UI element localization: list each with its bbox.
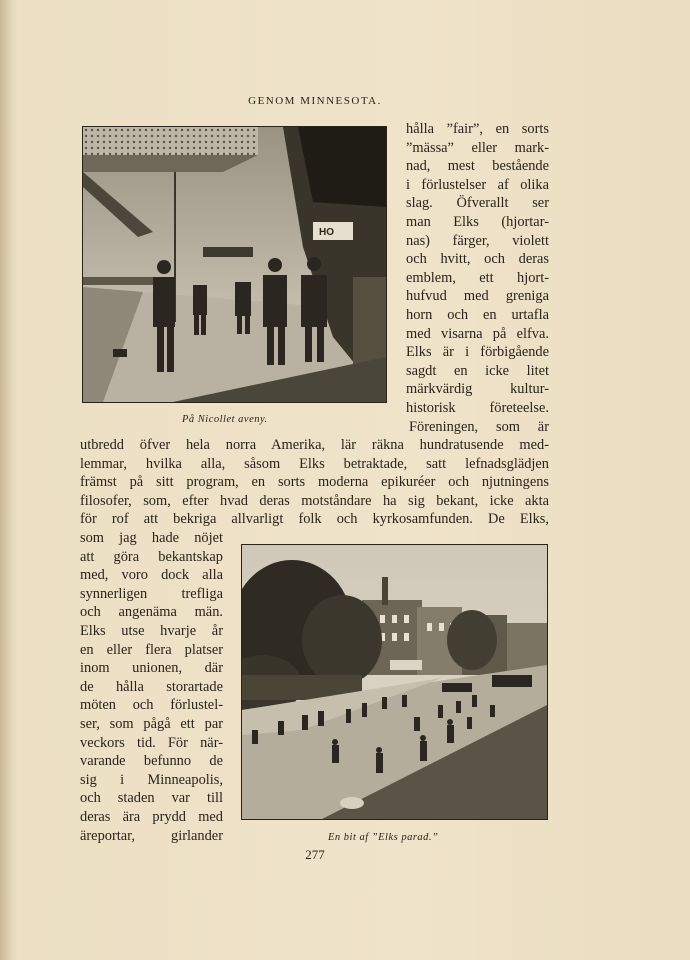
text-line: veckors tid. För när- (80, 734, 223, 751)
text-line: som jag hade nöjet (80, 530, 223, 546)
text-line: man Elks (hjortar- (406, 213, 549, 230)
text-line: och hvitt, och deras (406, 251, 549, 268)
text-line: filosofer, som, efter hvad deras motståndare ha sig bekant, icke akta (80, 492, 549, 509)
text-line: sagdt en icke litet (406, 362, 549, 379)
text-line: utbredd öfver hela norra Amerika, lär räkna hundratusende med- (80, 437, 549, 453)
text-line: en eller flera platser (80, 641, 223, 658)
text-line: möten och förlustel- (80, 697, 223, 714)
photo-nicollet-avenue (82, 126, 387, 403)
photo-nicollet-avenue-caption: På Nicollet aveny. (182, 414, 268, 425)
text-line: med, voro dock alla (80, 567, 223, 584)
photo-elks-parade (241, 544, 548, 820)
text-line: nas) färger, violett (406, 232, 549, 249)
page-number: 277 (305, 847, 325, 862)
text-line: att göra bekantskap (80, 548, 223, 565)
photo-elks-parade-caption: En bit af ”Elks parad.” (328, 832, 439, 843)
text-line: främst på sitt program, en sorts moderna epikuréer och njutningens (80, 474, 549, 491)
text-line: de hålla storartade (80, 678, 223, 695)
text-line: varande befunno de (80, 753, 223, 770)
text-line: inom unionen, där (80, 660, 223, 677)
text-line: horn och en urtafla (406, 306, 549, 323)
text-line: äreportar, girlander (80, 827, 223, 844)
text-line: ”mässa” eller mark- (406, 139, 549, 156)
text-line: deras ära prydd med (80, 808, 223, 825)
photo-nicollet-avenue-illustration (83, 127, 386, 402)
right-column-text (406, 120, 549, 436)
text-line: och angenäma män. (80, 604, 223, 621)
text-line: emblem, ett hjort- (406, 269, 549, 286)
left-column-text (80, 529, 223, 845)
text-line: märkvärdig kultur- (406, 381, 549, 398)
text-line: sig i Minneapolis, (80, 771, 223, 788)
hotel-sign-text: HO (319, 227, 334, 238)
text-line: Föreningen, som är (409, 418, 549, 435)
text-line: Elks utse hvarje år (80, 622, 223, 639)
full-width-text (80, 436, 549, 529)
text-line: historisk företeelse. (406, 399, 549, 416)
text-line: lemmar, hvilka alla, såsom Elks betraktade, satt lefnadsglädjen (80, 455, 549, 472)
text-line: hålla ”fair”, en sorts (406, 121, 549, 137)
book-spine-shadow (0, 0, 12, 960)
text-line: Elks är i förbigående (406, 344, 549, 361)
text-line: med visarna på elfva. (406, 325, 549, 342)
text-line: ser, som pågå ett par (80, 715, 223, 732)
text-line: synnerligen trefliga (80, 585, 223, 602)
text-line: i förlustelser af olika (406, 176, 549, 193)
text-line: för rof att bekriga allvarligt folk och kyrkosamfunden. De Elks, (80, 511, 549, 528)
running-head: GENOM MINNESOTA. (248, 95, 382, 107)
text-line: nad, mest bestående (406, 158, 549, 175)
photo-elks-parade-illustration (242, 545, 547, 819)
text-line: hufvud med greniga (406, 288, 549, 305)
text-line: och staden var till (80, 790, 223, 807)
text-line: slag. Öfverallt ser (406, 195, 549, 212)
